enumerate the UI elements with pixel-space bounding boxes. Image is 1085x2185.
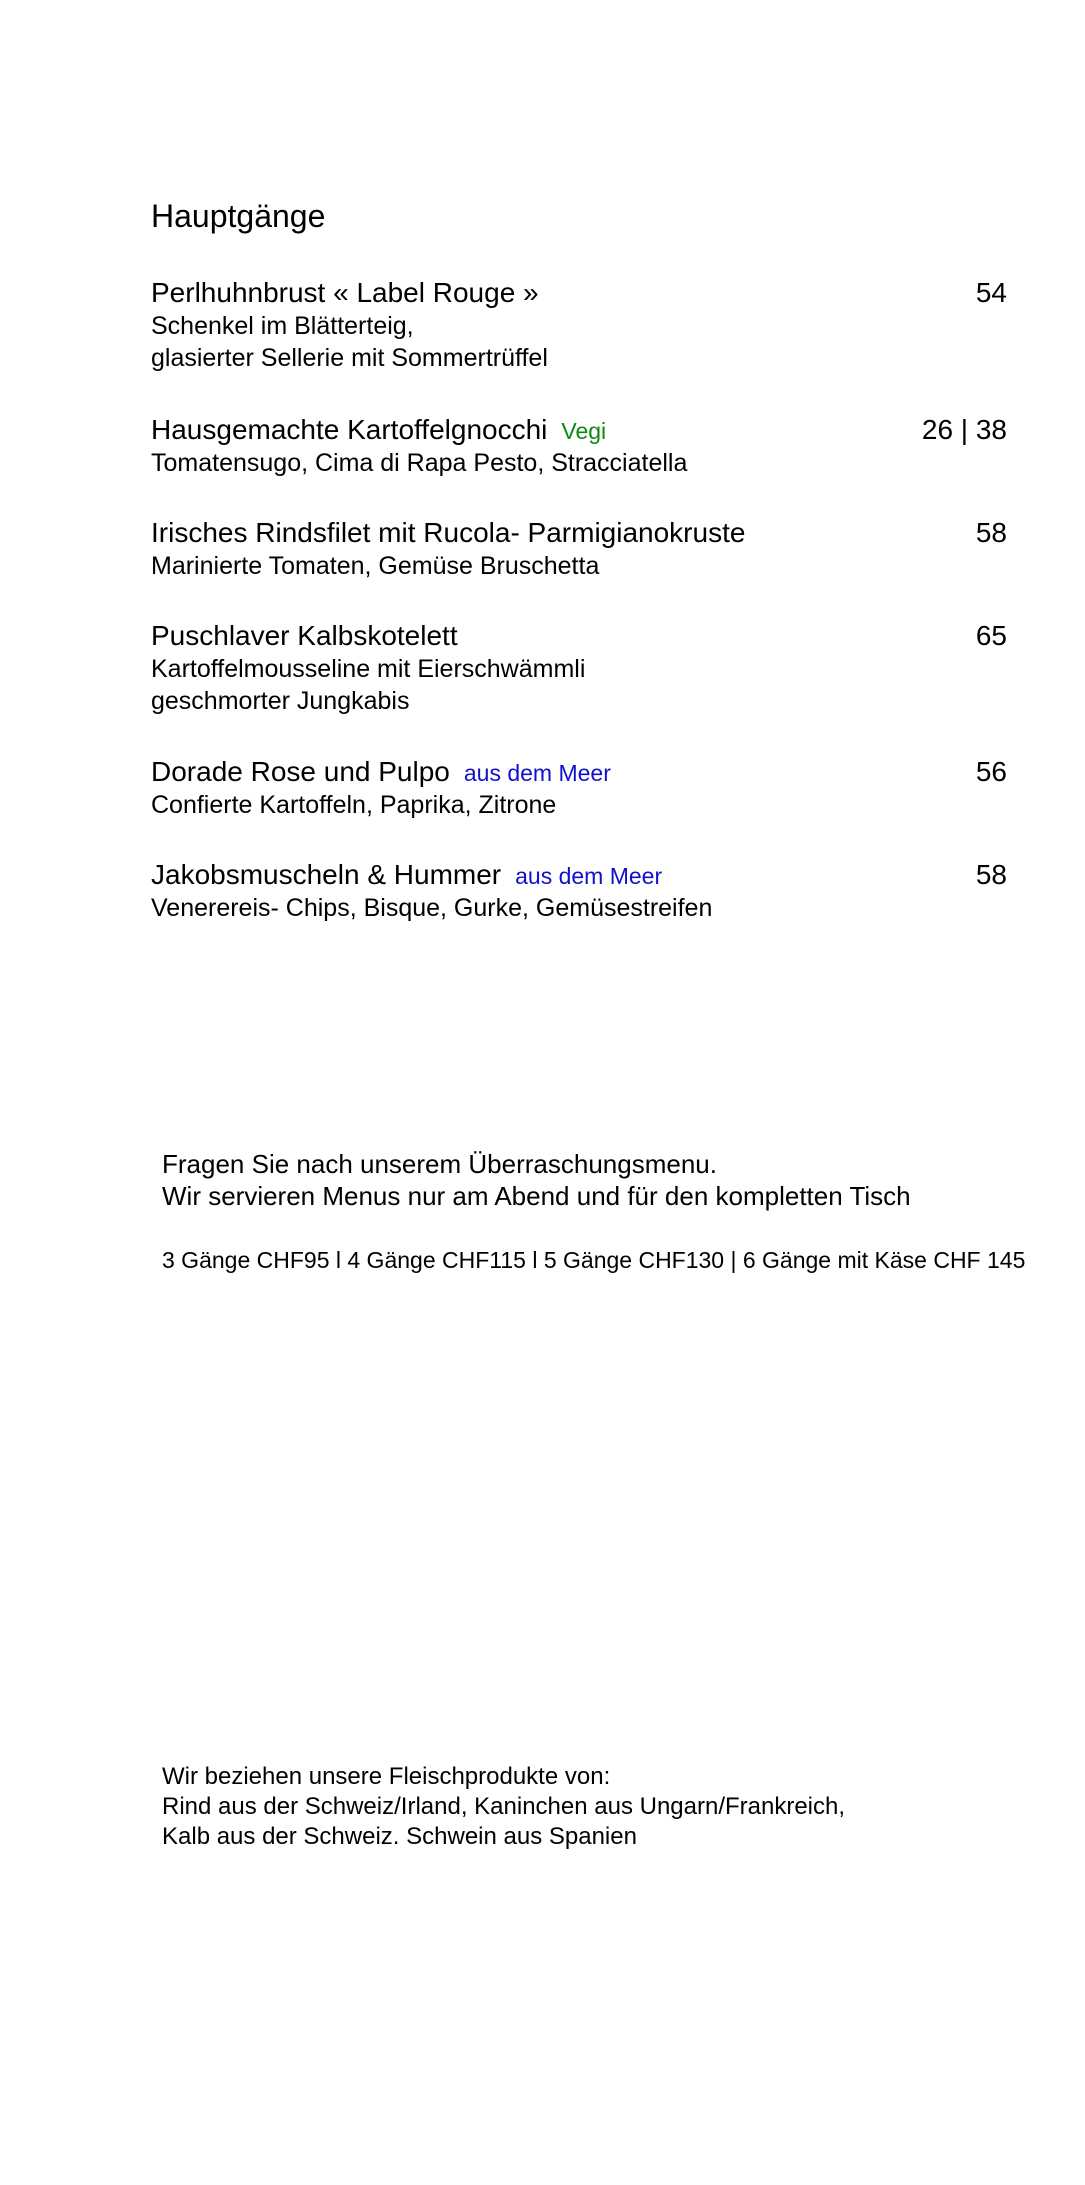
dish-header	[151, 755, 1007, 789]
dish-item	[151, 755, 1007, 821]
dish-price: 58	[975, 859, 1007, 890]
surprise-menu-note: Fragen Sie nach unserem Überraschungsmenu.	[162, 1149, 717, 1179]
dish-price: 56	[975, 756, 1007, 787]
seafood-tag: aus dem Meer	[463, 760, 611, 786]
dish-description-line: Marinierte Tomaten, Gemüse Bruschetta	[151, 552, 600, 580]
dish-description-line: Venerereis- Chips, Bisque, Gurke, Gemüsestreifen	[151, 894, 713, 922]
dish-description-line: Kartoffelmousseline mit Eierschwämmli	[151, 655, 586, 683]
dish-header	[151, 619, 1007, 653]
dish-description-line: Tomatensugo, Cima di Rapa Pesto, Stracciatella	[151, 449, 688, 477]
dish-name: Perlhuhnbrust « Label Rouge »	[151, 277, 539, 308]
section-title: Hauptgänge	[151, 198, 326, 234]
origin-line: Rind aus der Schweiz/Irland, Kaninchen aus Ungarn/Frankreich,	[162, 1793, 846, 1820]
dish-price: 26 | 38	[921, 414, 1007, 445]
dish-item	[151, 276, 1007, 374]
evening-menu-note: Wir servieren Menus nur am Abend und für den kompletten Tisch	[162, 1181, 911, 1211]
dish-item	[151, 619, 1007, 717]
dish-price: 65	[975, 620, 1007, 651]
dish-name: Irisches Rindsfilet mit Rucola- Parmigianokruste	[151, 517, 746, 548]
dish-item	[151, 413, 1007, 479]
dish-name: Hausgemachte Kartoffelgnocchi	[151, 414, 548, 445]
dish-header	[151, 276, 1007, 310]
dish-description-line: glasierter Sellerie mit Sommertrüffel	[151, 344, 548, 372]
dish-header	[151, 516, 1007, 550]
dish-description-line: Confierte Kartoffeln, Paprika, Zitrone	[151, 791, 557, 819]
menu-notes	[162, 1148, 911, 1212]
meat-origin	[162, 1762, 845, 1852]
dish-name: Dorade Rose und Pulpo	[151, 756, 450, 787]
origin-line: Kalb aus der Schweiz. Schwein aus Spanien	[162, 1823, 637, 1850]
dish-price: 58	[975, 517, 1007, 548]
dish-name: Puschlaver Kalbskotelett	[151, 620, 458, 651]
origin-line: Wir beziehen unsere Fleischprodukte von:	[162, 1763, 611, 1790]
vegi-tag: Vegi	[561, 418, 607, 444]
dish-header	[151, 858, 1007, 892]
dish-description-line: geschmorter Jungkabis	[151, 687, 410, 715]
dish-item	[151, 516, 1007, 582]
dish-header	[151, 413, 1007, 447]
dish-item	[151, 858, 1007, 924]
dish-name: Jakobsmuscheln & Hummer	[151, 859, 502, 890]
menu-prices: 3 Gänge CHF95 l 4 Gänge CHF115 l 5 Gänge CHF130 | 6 Gänge mit Käse CHF 145	[162, 1247, 1026, 1273]
dish-description-line: Schenkel im Blätterteig,	[151, 312, 414, 340]
seafood-tag: aus dem Meer	[515, 863, 663, 889]
dish-price: 54	[975, 277, 1007, 308]
